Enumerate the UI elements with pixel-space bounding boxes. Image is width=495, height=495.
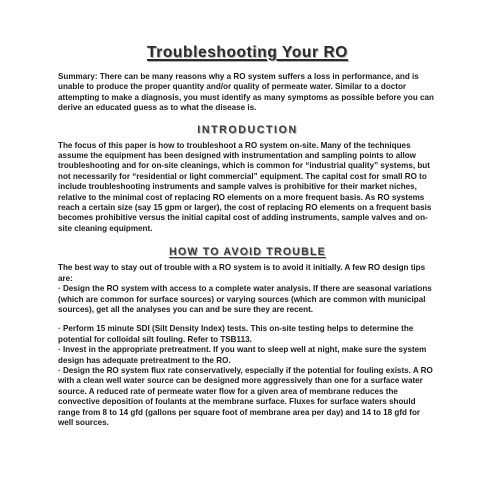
design-tip-sdi-tests: · Perform 15 minute SDI (Silt Density Index) tests. This on-site testing helps to determine the potential for colloidal silt fouling. Refer to TSB113. bbox=[58, 324, 414, 344]
document-title: Troubleshooting Your RO bbox=[147, 44, 348, 61]
paragraph-gap bbox=[58, 315, 437, 324]
design-tip-flux-rate: · Design the RO system flux rate conservatively, especially if the potential for fouling exists. A RO with a clean well water source can be designed more aggressively than one for a surface water source. A reduced rate of permeate water flow for a given area of membrane reduces the convective deposition of foulants at the membrane surface. Fluxes for surface waters should range from 8 to 14 gfd (gallons per square foot of membrane area per day) and 14 to 18 gfd for well sources. bbox=[58, 365, 433, 427]
avoid-trouble-heading: HOW TO AVOID TROUBLE bbox=[169, 246, 326, 259]
design-tip-water-analysis: · Design the RO system with access to a complete water analysis. If there are seasonal variations (which are common for surface sources) or varying sources (which are common with municipal sources), get all the analyses you can and be sure they are recent. bbox=[58, 284, 432, 314]
summary-paragraph: Summary: There can be many reasons why a RO system suffers a loss in performance, and is unable to produce the proper quantity and/or quality of permeate water. Similar to a doctor attempting to make a diagnosis, you must identify as many symptoms as possible before you can derive an educated guess as to what the disease is. bbox=[58, 72, 435, 113]
design-tip-pretreatment: · Invest in the appropriate pretreatment. If you want to sleep well at night, make sure the system design has adequate pretreatment to the RO. bbox=[58, 345, 427, 365]
introduction-paragraph: The focus of this paper is how to troubleshoot a RO system on-site. Many of the techniques assume the equipment has been designed with instrumentation and sampling points to allow troubleshooting and for on-site cleanings, which is common for “industrial quality” systems, but not necessarily for “residential or light commercial” equipment. The capital cost for small RO to include troubleshooting instruments and sample valves is prohibitive for their market niches, relative to the minimal cost of replacing RO elements on a more frequent basis. As RO systems reach a certain size (say 15 gpm or larger), the cost of replacing RO elements on a frequent basis becomes prohibitive versus the initial capital cost of adding instruments, sample valves and on-site cleaning equipment. bbox=[58, 140, 432, 233]
introduction-heading: INTRODUCTION bbox=[197, 123, 298, 136]
avoid-trouble-intro: The best way to stay out of trouble with a RO system is to avoid it initially. A few RO design tips are: bbox=[58, 263, 426, 283]
